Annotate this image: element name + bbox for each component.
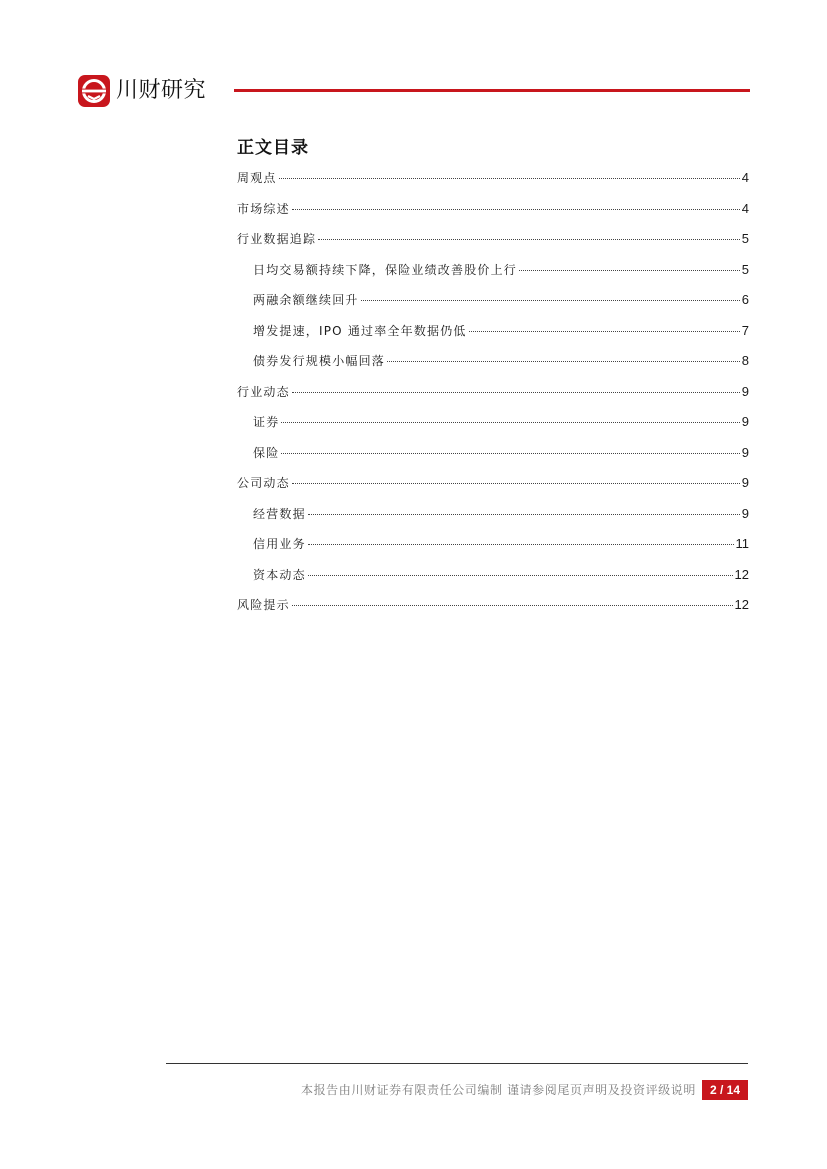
toc-dot-leader xyxy=(279,178,740,179)
toc-entry-label: 债券发行规模小幅回落 xyxy=(253,354,386,368)
toc-entry-page: 9 xyxy=(741,505,749,521)
chuancai-logo-icon xyxy=(78,75,110,107)
toc-entry[interactable] xyxy=(237,229,749,260)
toc-entry-label: 行业数据追踪 xyxy=(237,232,317,246)
toc-dot-leader xyxy=(292,209,740,210)
toc-entry-label: 市场综述 xyxy=(237,201,290,216)
toc-entry[interactable] xyxy=(237,443,749,474)
toc-entry-page: 5 xyxy=(741,231,749,246)
toc-entry-label: 证券 xyxy=(253,415,280,429)
footer-divider xyxy=(166,1063,748,1064)
toc-entry-page: 9 xyxy=(741,475,749,490)
toc-entry[interactable] xyxy=(237,351,749,382)
toc-entry[interactable] xyxy=(237,260,749,291)
toc-entry-label: 日均交易额持续下降，保险业绩改善股价上行 xyxy=(253,262,518,277)
toc-entry-label: 保险 xyxy=(253,445,280,460)
toc-entry-page: 5 xyxy=(741,261,749,277)
footer-disclaimer: 本报告由川财证券有限责任公司编制 谨请参阅尾页声明及投资评级说明 xyxy=(300,1083,696,1097)
toc-dot-leader xyxy=(308,575,733,576)
toc-dot-leader xyxy=(361,300,740,301)
toc-entry-label: 信用业务 xyxy=(253,537,306,551)
toc-entry-label: 增发提速，IPO 通过率全年数据仍低 xyxy=(253,323,467,338)
toc-entry-label: 资本动态 xyxy=(253,567,306,582)
toc-entry-label: 行业动态 xyxy=(237,384,290,399)
toc-entry[interactable] xyxy=(237,473,749,504)
toc-entry-label: 经营数据 xyxy=(253,506,306,521)
toc-dot-leader xyxy=(308,514,740,515)
toc-dot-leader xyxy=(292,605,733,606)
toc-dot-leader xyxy=(308,544,734,545)
toc-entry[interactable] xyxy=(237,565,749,596)
toc-dot-leader xyxy=(519,270,740,271)
toc-entry-page: 9 xyxy=(741,414,749,429)
toc-entry-page: 4 xyxy=(741,170,749,185)
toc-title: 正文目录 xyxy=(237,138,309,158)
toc-entry[interactable] xyxy=(237,504,749,535)
toc-entry-label: 风险提示 xyxy=(237,598,290,612)
toc-entry-page: 6 xyxy=(741,292,749,307)
toc-entry-page: 4 xyxy=(741,200,749,216)
toc-dot-leader xyxy=(469,331,740,332)
toc-dot-leader xyxy=(318,239,740,240)
toc-entry[interactable] xyxy=(237,412,749,443)
toc-dot-leader xyxy=(387,361,740,362)
brand-name: 川财研究 xyxy=(116,78,207,103)
toc-entry[interactable] xyxy=(237,168,749,199)
toc-entry-label: 两融余额继续回升 xyxy=(253,293,359,307)
toc-entry-page: 8 xyxy=(741,353,749,368)
toc-entry[interactable] xyxy=(237,321,749,352)
toc-entry[interactable] xyxy=(237,534,749,565)
toc-entry-page: 12 xyxy=(734,597,749,612)
toc-entry-label: 公司动态 xyxy=(237,476,290,490)
toc-entry-page: 12 xyxy=(734,566,749,582)
toc-entry[interactable] xyxy=(237,290,749,321)
toc-entry-label: 周观点 xyxy=(237,171,277,185)
toc-entry[interactable] xyxy=(237,595,749,626)
toc-entry-page: 9 xyxy=(741,444,749,460)
toc-entry[interactable] xyxy=(237,382,749,413)
table-of-contents xyxy=(237,168,749,626)
header-divider xyxy=(234,89,750,92)
toc-dot-leader xyxy=(281,422,739,423)
toc-entry-page: 9 xyxy=(741,383,749,399)
toc-dot-leader xyxy=(292,483,740,484)
toc-entry-page: 7 xyxy=(741,322,749,338)
report-header xyxy=(78,74,206,108)
toc-dot-leader xyxy=(281,453,739,454)
toc-entry[interactable] xyxy=(237,199,749,230)
page-number-badge: 2 / 14 xyxy=(702,1080,748,1100)
toc-entry-page: 11 xyxy=(735,536,749,551)
toc-dot-leader xyxy=(292,392,740,393)
